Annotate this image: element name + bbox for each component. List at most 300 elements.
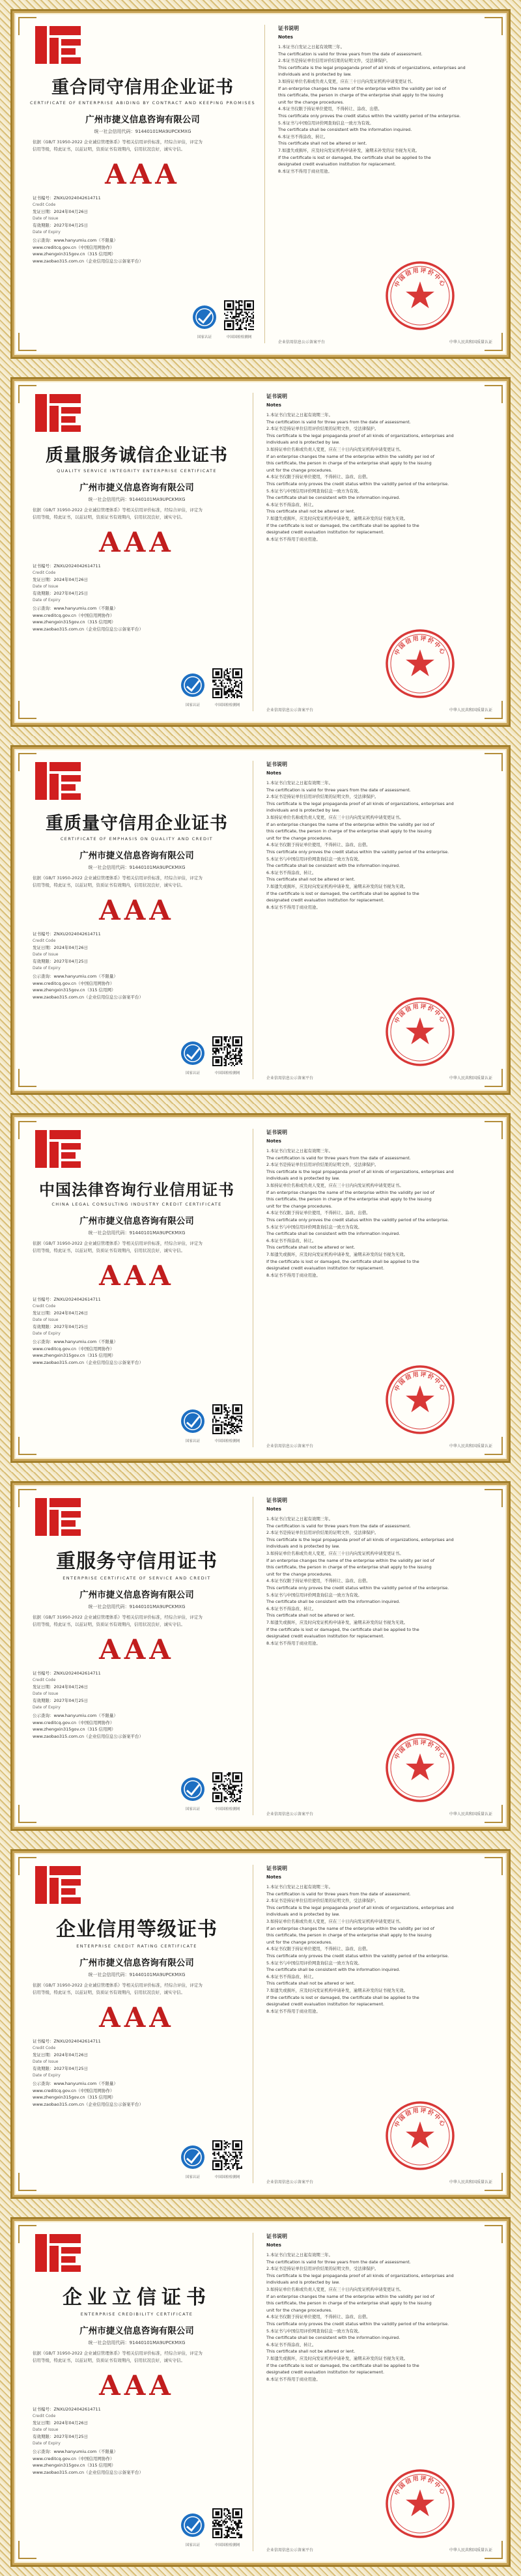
note-line: 3.如持证单位名称或负责人变更，应在三十日内向发证机构申请变更证书。 xyxy=(278,78,415,84)
company-name: 广州市捷义信息咨询有限公司 xyxy=(85,115,200,125)
query-link[interactable]: www.creditcq.gov.cn（中国信用网协作） xyxy=(33,2088,115,2093)
badge-caption: 国家认证 xyxy=(185,1071,200,1075)
note-line: 8.本证书不得用于商业用途。 xyxy=(266,2008,320,2014)
badge-wrap xyxy=(180,1040,206,1075)
query-link[interactable]: www.zaobao315.com.cn（企业信用信息公示备案平台） xyxy=(33,994,143,1000)
issuer-footer xyxy=(266,1075,492,1081)
note-line: 2.本证书是持证单位信用评价结果的证明文件，受法律保护。 xyxy=(278,58,391,64)
qr-caption: 中国国检检测网 xyxy=(214,2543,240,2547)
note-line: This certificate is the legal propaganda proof of all kinds of organizations, enterprises and xyxy=(266,800,454,806)
certificate-subtitle: ENTERPRISE CERTIFICATE OF SERVICE AND CREDIT xyxy=(63,1576,211,1581)
certificate-body xyxy=(30,507,244,521)
red-seal-icon xyxy=(384,628,456,700)
issuer-right: 中华人民共和国质量认证 xyxy=(449,1812,492,1817)
certificate-info xyxy=(30,563,163,604)
valid-date-row: 有效期限：2027年04月25日 xyxy=(33,1698,89,1703)
note-line: The certification is valid for three years from the date of assessment. xyxy=(266,1155,411,1161)
query-links xyxy=(30,237,169,264)
certificate-paper xyxy=(14,2221,507,2563)
note-line: individuals and is protected by law. xyxy=(266,1176,340,1182)
ornament-corner xyxy=(485,385,503,403)
note-line: 8.本证书不得用于商业用途。 xyxy=(266,2376,320,2382)
ornament-corner xyxy=(18,1805,36,1823)
certificate-title: 中国法律咨询行业信用证书 xyxy=(39,1180,234,1199)
notes-subtitle: Notes xyxy=(266,1139,281,1144)
certificate-frame xyxy=(10,1849,511,2199)
notes-subtitle: Notes xyxy=(266,403,281,408)
note-line: 7.如遗失或损坏，应及时向发证机构申请补发，逾期未补发的证书视为无效。 xyxy=(266,883,408,889)
body-line: 依据《GB/T 31950-2022 企业诚信管理体系》等相关信用评价标准，经综合评估，评定为 xyxy=(33,507,203,513)
qr-caption: 中国国检检测网 xyxy=(214,2175,240,2179)
note-line: 6.本证书不得涂改、转让。 xyxy=(266,2342,317,2347)
note-line: 4.本证书仅限于持证单位使用，不得转让、涂改、出借。 xyxy=(266,1578,371,1584)
issuer-right: 中华人民共和国质量认证 xyxy=(449,1444,492,1449)
issue-date-en: Date of Issue xyxy=(33,584,59,589)
notes-title: 证书说明 xyxy=(266,1497,287,1503)
query-link[interactable]: www.zaobao315.com.cn（企业信用信息公示备案平台） xyxy=(33,2469,143,2475)
issuer-left: 企业信用信息公示备案平台 xyxy=(266,1812,314,1817)
issuer-footer xyxy=(278,339,492,345)
red-seal-icon xyxy=(384,2468,456,2540)
certificate-body xyxy=(30,2350,244,2364)
cert-number-en: Credit Code xyxy=(33,2413,56,2418)
note-line: The certification is valid for three years from the date of assessment. xyxy=(266,419,411,425)
badge-caption: 国家认证 xyxy=(185,2543,200,2547)
badge-caption: 国家认证 xyxy=(185,1439,200,1443)
issue-date-row: 发证日期：2024年04月26日 xyxy=(33,2052,89,2058)
note-line: designated credit evaluation institution for replacement. xyxy=(266,1266,385,1271)
notes-subtitle: Notes xyxy=(266,1875,281,1880)
query-link[interactable]: www.zhengxin315gov.cn（315 信用网） xyxy=(33,619,116,625)
note-line: individuals and is protected by law. xyxy=(266,808,340,814)
svg-text:中国信用评价中心: 中国信用评价中心 xyxy=(393,635,447,657)
certificate-main-panel xyxy=(16,1854,253,2194)
ornament-corner xyxy=(18,2173,36,2191)
note-line: The certificate shall be consistent with the information inquired. xyxy=(266,2335,401,2341)
body-line: 信用等级，特此证书，以兹证明，资质证书有效期内，信用状况良好，诚实守信。 xyxy=(33,1990,185,1995)
red-seal-icon xyxy=(384,996,456,1068)
query-link[interactable]: www.zaobao315.com.cn（企业信用信息公示备案平台） xyxy=(33,626,143,632)
query-link[interactable]: www.creditcq.gov.cn（中国信用网协作） xyxy=(33,612,115,618)
issue-date-row: 发证日期：2024年04月26日 xyxy=(33,1310,89,1316)
query-link[interactable]: www.creditcq.gov.cn（中国信用网协作） xyxy=(33,980,115,986)
ornament-corner xyxy=(18,1121,36,1139)
note-line: The certificate shall be consistent with the information inquired. xyxy=(266,1967,401,1973)
issue-date-row: 发证日期：2024年04月26日 xyxy=(33,1684,89,1690)
note-line: This certificate is the legal propaganda proof of all kinds of organizations, enterprises and xyxy=(266,1536,454,1542)
note-line: 5.本证书与中国信用评价网查询信息一致方为有效。 xyxy=(266,1224,362,1230)
certificate-title: 重合同守信用企业证书 xyxy=(51,78,234,98)
certification-badge-icon xyxy=(180,1408,206,1434)
qr-wrap xyxy=(212,2508,242,2547)
notes-subtitle: Notes xyxy=(266,2243,281,2248)
certificate-frame xyxy=(10,1113,511,1463)
certificate-paper xyxy=(14,381,507,723)
issue-date-en: Date of Issue xyxy=(33,2059,59,2064)
query-link[interactable]: www.zaobao315.com.cn（企业信用信息公示备案平台） xyxy=(33,1733,143,1739)
qr-code-icon[interactable] xyxy=(212,2508,242,2538)
ornament-corner xyxy=(485,17,503,35)
query-links xyxy=(30,1712,169,1740)
notes-list xyxy=(266,780,492,911)
query-link[interactable]: 公示查询：www.hanyumiu.com（不限量） xyxy=(33,2081,118,2086)
note-line: If the certificate is lost or damaged, the certificate shall be applied to the xyxy=(266,1626,419,1632)
note-line: The certificate shall be consistent with the information inquired. xyxy=(266,495,401,501)
note-line: 6.本证书不得涂改、转让。 xyxy=(266,502,317,507)
issuer-logo-icon xyxy=(30,759,85,802)
valid-date-row: 有效期限：2027年04月25日 xyxy=(33,223,89,228)
issue-date-row: 发证日期：2024年04月26日 xyxy=(33,209,89,214)
ornament-corner xyxy=(18,17,36,35)
notes-list xyxy=(278,44,492,175)
query-link[interactable]: www.creditcq.gov.cn（中国信用网协作） xyxy=(33,1720,115,1725)
note-line: designated credit evaluation institution for replacement. xyxy=(266,2002,385,2007)
note-line: This certificate is the legal propaganda proof of all kinds of organizations, enterprises and xyxy=(266,432,454,438)
body-line: 依据《GB/T 31950-2022 企业诚信管理体系》等相关信用评价标准，经综合评估，评定为 xyxy=(33,875,203,881)
note-line: designated credit evaluation institution for replacement. xyxy=(266,1634,385,1639)
ornament-corner xyxy=(485,1805,503,1823)
valid-date-row: 有效期限：2027年04月25日 xyxy=(33,2066,89,2071)
note-line: this certificate, the person in charge of the enterprise shall apply to the issuing xyxy=(266,1564,432,1570)
note-line: If an enterprise changes the name of the enterprise within the validity per iod of xyxy=(278,85,446,91)
query-link[interactable]: www.creditcq.gov.cn（中国信用网协作） xyxy=(33,2456,115,2461)
notes-list xyxy=(266,412,492,543)
note-line: 3.如持证单位名称或负责人变更，应在三十日内向发证机构申请变更证书。 xyxy=(266,2286,404,2292)
note-line: If an enterprise changes the name of the enterprise within the validity per iod of xyxy=(266,1557,434,1563)
certification-badge-icon xyxy=(180,672,206,698)
cert-number-en: Credit Code xyxy=(33,202,56,207)
certificate-notes-panel xyxy=(253,1118,505,1458)
credit-code: 统一社会信用代码：91440101MA9UPCKMXG xyxy=(88,1604,186,1609)
svg-text:中国信用评价中心: 中国信用评价中心 xyxy=(393,2475,447,2497)
cert-number-row: 证书编号：ZNXU2024042614711 xyxy=(33,1297,101,1302)
note-line: 7.如遗失或损坏，应及时向发证机构申请补发，逾期未补发的证书视为无效。 xyxy=(278,147,419,153)
issuer-logo-icon xyxy=(30,23,85,66)
note-line: 5.本证书与中国信用评价网查询信息一致方为有效。 xyxy=(266,2328,362,2334)
note-line: The certificate shall be consistent with the information inquired. xyxy=(278,127,412,133)
notes-title: 证书说明 xyxy=(278,25,299,31)
note-line: 2.本证书是持证单位信用评价结果的证明文件，受法律保护。 xyxy=(266,794,379,800)
issue-date-row: 发证日期：2024年04月26日 xyxy=(33,577,89,582)
query-link[interactable]: www.zhengxin315gov.cn（315 信用网） xyxy=(33,1727,116,1732)
certificate-title: 重质量守信用企业证书 xyxy=(46,814,228,834)
note-line: This certificate shall not be altered or lent. xyxy=(266,1245,356,1251)
badge-wrap xyxy=(180,2512,206,2547)
credit-code: 统一社会信用代码：91440101MA9UPCKMXG xyxy=(88,497,186,502)
verification-marks xyxy=(180,1036,242,1075)
query-link[interactable]: www.zhengxin315gov.cn（315 信用网） xyxy=(33,2095,116,2100)
query-link[interactable]: 公示查询：www.hanyumiu.com（不限量） xyxy=(33,2449,118,2454)
issuer-left: 企业信用信息公示备案平台 xyxy=(266,2180,314,2185)
valid-date-row: 有效期限：2027年04月25日 xyxy=(33,959,89,964)
cert-number-row: 证书编号：ZNXU2024042614711 xyxy=(33,1671,101,1676)
query-link[interactable]: www.zaobao315.com.cn（企业信用信息公示备案平台） xyxy=(33,258,143,264)
ornament-corner xyxy=(485,753,503,771)
query-link[interactable]: www.zhengxin315gov.cn（315 信用网） xyxy=(33,251,116,257)
cert-number-row: 证书编号：ZNXU2024042614711 xyxy=(33,2039,101,2044)
notes-title: 证书说明 xyxy=(266,1865,287,1871)
notes-list xyxy=(266,1148,492,1279)
credit-code: 统一社会信用代码：91440101MA9UPCKMXG xyxy=(94,129,191,134)
certificate-paper xyxy=(14,1485,507,1827)
certification-badge-icon xyxy=(180,1776,206,1802)
note-line: 4.本证书仅限于持证单位使用，不得转让、涂改、出借。 xyxy=(266,1210,371,1216)
certificate-subtitle: ENTERPRISE CREDIT RATING CERTIFICATE xyxy=(76,1944,197,1949)
issuer-left: 企业信用信息公示备案平台 xyxy=(266,1076,314,1081)
note-line: 8.本证书不得用于商业用途。 xyxy=(266,1272,320,1278)
qr-caption: 中国国检检测网 xyxy=(214,1807,240,1811)
notes-title: 证书说明 xyxy=(266,393,287,399)
issue-date-en: Date of Issue xyxy=(33,952,59,957)
cert-number-en: Credit Code xyxy=(33,1303,56,1309)
notes-list xyxy=(266,1516,492,1647)
note-line: 1.本证书自发证之日起有效期三年。 xyxy=(266,412,333,418)
company-name: 广州市捷义信息咨询有限公司 xyxy=(79,851,194,861)
note-line: This certificate only proves the credit status within the validity period of the enterprise. xyxy=(266,2321,449,2327)
qr-code-icon[interactable] xyxy=(212,2140,242,2170)
note-line: If the certificate is lost or damaged, the certificate shall be applied to the xyxy=(266,890,419,896)
note-line: this certificate, the person in charge of the enterprise shall apply to the issuing xyxy=(266,828,432,834)
note-line: 6.本证书不得涂改、转让。 xyxy=(278,134,328,139)
svg-text:中国信用评价中心: 中国信用评价中心 xyxy=(393,1739,447,1761)
query-link[interactable]: 公示查询：www.hanyumiu.com（不限量） xyxy=(33,1713,118,1718)
credit-rating: AAA xyxy=(99,2002,175,2033)
note-line: unit for the change procedures. xyxy=(266,1203,333,1209)
certificate-body xyxy=(30,1982,244,1996)
query-link[interactable]: 公示查询：www.hanyumiu.com（不限量） xyxy=(33,606,118,611)
cert-number-row: 证书编号：ZNXU2024042614711 xyxy=(33,563,101,569)
qr-wrap xyxy=(224,300,254,339)
cert-number-row: 证书编号：ZNXU2024042614711 xyxy=(33,931,101,937)
body-line: 信用等级，特此证书，以兹证明，资质证书有效期内，信用状况良好，诚实守信。 xyxy=(33,147,185,152)
certificate-title: 企业立信证书 xyxy=(63,2286,211,2309)
ornament-corner xyxy=(18,1069,36,1087)
valid-date-en: Date of Expiry xyxy=(33,229,61,234)
ornament-corner xyxy=(485,1121,503,1139)
notes-title: 证书说明 xyxy=(266,761,287,767)
note-line: 6.本证书不得涂改、转让。 xyxy=(266,1238,317,1243)
note-line: If an enterprise changes the name of the enterprise within the validity per iod of xyxy=(266,453,434,459)
red-seal-icon xyxy=(384,2100,456,2172)
query-link[interactable]: www.zhengxin315gov.cn（315 信用网） xyxy=(33,2463,116,2468)
certificate-1 xyxy=(0,0,521,368)
note-line: 2.本证书是持证单位信用评价结果的证明文件，受法律保护。 xyxy=(266,1530,379,1536)
note-line: individuals and is protected by law. xyxy=(266,2280,340,2286)
certificate-notes-panel xyxy=(253,1486,505,1826)
company-name: 广州市捷义信息咨询有限公司 xyxy=(79,483,194,493)
certificate-body xyxy=(30,1240,244,1254)
issue-date-row: 发证日期：2024年04月26日 xyxy=(33,2420,89,2426)
note-line: 8.本证书不得用于商业用途。 xyxy=(266,1640,320,1646)
qr-code-icon[interactable] xyxy=(212,1404,242,1434)
query-link[interactable]: www.zaobao315.com.cn（企业信用信息公示备案平台） xyxy=(33,1359,143,1365)
issuer-left: 企业信用信息公示备案平台 xyxy=(266,1444,314,1449)
note-line: 6.本证书不得涂改、转让。 xyxy=(266,1974,317,1979)
qr-code-icon[interactable] xyxy=(224,300,254,330)
body-line: 依据《GB/T 31950-2022 企业诚信管理体系》等相关信用评价标准，经综合评估，评定为 xyxy=(33,139,203,145)
svg-text:中国信用评价中心: 中国信用评价中心 xyxy=(393,1371,447,1393)
ornament-corner xyxy=(485,1489,503,1507)
notes-subtitle: Notes xyxy=(266,1507,281,1512)
issuer-footer xyxy=(266,1443,492,1449)
note-line: 4.本证书仅限于持证单位使用，不得转让、涂改、出借。 xyxy=(266,842,371,848)
svg-text:中国信用评价中心: 中国信用评价中心 xyxy=(393,1003,447,1025)
issuer-logo-icon xyxy=(30,1863,85,1906)
query-link[interactable]: www.zhengxin315gov.cn（315 信用网） xyxy=(33,1353,116,1358)
issuer-right: 中华人民共和国质量认证 xyxy=(449,708,492,713)
note-line: 5.本证书与中国信用评价网查询信息一致方为有效。 xyxy=(266,1592,362,1598)
note-line: This certificate only proves the credit status within the validity period of the enterprise. xyxy=(266,1953,449,1959)
query-link[interactable]: www.creditcq.gov.cn（中国信用网协作） xyxy=(33,244,115,250)
note-line: 4.本证书仅限于持证单位使用，不得转让、涂改、出借。 xyxy=(278,106,382,112)
verification-marks xyxy=(191,300,254,339)
certificate-info xyxy=(30,2406,163,2447)
body-line: 依据《GB/T 31950-2022 企业诚信管理体系》等相关信用评价标准，经综合评估，评定为 xyxy=(33,1241,203,1246)
certificate-body xyxy=(30,875,244,889)
certificate-subtitle: ENTERPRISE CREDIBILITY CERTIFICATE xyxy=(80,2312,193,2317)
note-line: If an enterprise changes the name of the enterprise within the validity per iod of xyxy=(266,2293,434,2299)
issuer-right: 中华人民共和国质量认证 xyxy=(449,2548,492,2553)
ornament-corner xyxy=(18,753,36,771)
credit-rating: AAA xyxy=(105,158,180,190)
certificate-paper xyxy=(14,13,507,355)
query-link[interactable]: 公示查询：www.hanyumiu.com（不限量） xyxy=(33,1339,118,1344)
valid-date-en: Date of Expiry xyxy=(33,1331,61,1336)
note-line: 5.本证书与中国信用评价网查询信息一致方为有效。 xyxy=(266,856,362,862)
certificate-title: 企业信用等级证书 xyxy=(56,1918,218,1941)
note-line: If the certificate is lost or damaged, the certificate shall be applied to the xyxy=(278,154,431,160)
certificate-paper xyxy=(14,1117,507,1459)
qr-code-icon[interactable] xyxy=(212,1772,242,1802)
certificate-main-panel xyxy=(16,750,253,1090)
note-line: This certificate shall not be altered or lent. xyxy=(266,509,356,515)
query-link[interactable]: www.creditcq.gov.cn（中国信用网协作） xyxy=(33,1346,115,1352)
note-line: 3.如持证单位名称或负责人变更，应在三十日内向发证机构申请变更证书。 xyxy=(266,446,404,452)
badge-caption: 国家认证 xyxy=(185,2175,200,2179)
certificate-info xyxy=(30,195,163,236)
query-link[interactable]: www.zaobao315.com.cn（企业信用信息公示备案平台） xyxy=(33,2101,143,2107)
valid-date-en: Date of Expiry xyxy=(33,597,61,602)
notes-subtitle: Notes xyxy=(278,35,293,40)
company-name: 广州市捷义信息咨询有限公司 xyxy=(79,2326,194,2336)
query-links xyxy=(30,2448,169,2476)
issuer-footer xyxy=(266,2547,492,2553)
note-line: The certification is valid for three years from the date of assessment. xyxy=(266,787,411,793)
certification-badge-icon xyxy=(180,2512,206,2538)
ornament-corner xyxy=(485,333,503,351)
credit-rating: AAA xyxy=(99,526,175,558)
note-line: The certification is valid for three years from the date of assessment. xyxy=(266,2259,411,2265)
issuer-logo-icon xyxy=(30,1127,85,1170)
ornament-corner xyxy=(485,1437,503,1455)
note-line: The certification is valid for three years from the date of assessment. xyxy=(266,1523,411,1529)
note-line: The certificate shall be consistent with the information inquired. xyxy=(266,1231,401,1237)
certificate-notes-panel xyxy=(253,750,505,1090)
note-line: unit for the change procedures. xyxy=(266,1939,333,1945)
badge-caption: 国家认证 xyxy=(185,1807,200,1811)
certificate-subtitle: CERTIFICATE OF ENTERPRISE ABIDING BY CONTRACT AND KEEPING PROMISES xyxy=(30,100,255,106)
ornament-corner xyxy=(18,2225,36,2243)
query-link[interactable]: 公示查询：www.hanyumiu.com（不限量） xyxy=(33,238,118,243)
company-name: 广州市捷义信息咨询有限公司 xyxy=(79,1590,194,1600)
note-line: unit for the change procedures. xyxy=(266,2307,333,2313)
note-line: The certificate shall be consistent with the information inquired. xyxy=(266,1599,401,1605)
note-line: 1.本证书自发证之日起有效期三年。 xyxy=(266,2252,333,2258)
issuer-logo-icon xyxy=(30,1495,85,1538)
verification-marks xyxy=(180,1404,242,1443)
note-line: 6.本证书不得涂改、转让。 xyxy=(266,870,317,875)
notes-list xyxy=(266,1884,492,2015)
note-line: 7.如遗失或损坏，应及时向发证机构申请补发，逾期未补发的证书视为无效。 xyxy=(266,2355,408,2361)
note-line: 5.本证书与中国信用评价网查询信息一致方为有效。 xyxy=(278,120,374,126)
verification-marks xyxy=(180,1772,242,1811)
credit-code: 统一社会信用代码：91440101MA9UPCKMXG xyxy=(88,1972,186,1977)
note-line: If an enterprise changes the name of the enterprise within the validity per iod of xyxy=(266,821,434,827)
ornament-corner xyxy=(485,1069,503,1087)
ornament-corner xyxy=(18,2541,36,2559)
note-line: unit for the change procedures. xyxy=(266,467,333,473)
cert-number-en: Credit Code xyxy=(33,2045,56,2050)
note-line: this certificate, the person in charge of the enterprise shall apply to the issuing xyxy=(278,92,444,98)
credit-code: 统一社会信用代码：91440101MA9UPCKMXG xyxy=(88,2340,186,2345)
note-line: 3.如持证单位名称或负责人变更，应在三十日内向发证机构申请变更证书。 xyxy=(266,1918,404,1924)
qr-wrap xyxy=(212,668,242,707)
qr-caption: 中国国检检测网 xyxy=(214,1439,240,1443)
body-line: 信用等级，特此证书，以兹证明，资质证书有效期内，信用状况良好，诚实守信。 xyxy=(33,515,185,520)
certificate-frame xyxy=(10,9,511,359)
credit-code: 统一社会信用代码：91440101MA9UPCKMXG xyxy=(88,865,186,870)
query-links xyxy=(30,973,169,1000)
qr-code-icon[interactable] xyxy=(212,668,242,698)
badge-wrap xyxy=(180,672,206,707)
note-line: This certificate is the legal propaganda proof of all kinds of organizations, enterprises and xyxy=(266,1904,454,1910)
certificate-main-panel xyxy=(16,14,264,354)
note-line: The certificate shall be consistent with the information inquired. xyxy=(266,863,401,869)
note-line: 1.本证书自发证之日起有效期三年。 xyxy=(266,1884,333,1890)
issue-date-row: 发证日期：2024年04月26日 xyxy=(33,945,89,950)
note-line: If an enterprise changes the name of the enterprise within the validity per iod of xyxy=(266,1925,434,1931)
note-line: This certificate shall not be altered or lent. xyxy=(266,877,356,883)
issuer-logo-icon xyxy=(30,391,85,434)
badge-wrap xyxy=(180,2144,206,2179)
valid-date-row: 有效期限：2027年04月25日 xyxy=(33,2434,89,2439)
qr-caption: 中国国检检测网 xyxy=(214,1071,240,1075)
certificate-frame xyxy=(10,745,511,1095)
certificate-subtitle: CERTIFICATE OF EMPHASIS ON QUALITY AND CREDIT xyxy=(60,836,214,842)
verification-marks xyxy=(180,2140,242,2179)
note-line: 2.本证书是持证单位信用评价结果的证明文件，受法律保护。 xyxy=(266,1162,379,1168)
note-line: This certificate shall not be altered or lent. xyxy=(278,141,367,147)
note-line: individuals and is protected by law. xyxy=(266,1544,340,1550)
certificate-6 xyxy=(0,1840,521,2208)
notes-title: 证书说明 xyxy=(266,1129,287,1135)
note-line: 4.本证书仅限于持证单位使用，不得转让、涂改、出借。 xyxy=(266,1946,371,1952)
cert-number-en: Credit Code xyxy=(33,1677,56,1682)
note-line: 8.本证书不得用于商业用途。 xyxy=(266,536,320,542)
svg-text:中国信用评价中心: 中国信用评价中心 xyxy=(393,267,447,289)
note-line: 1.本证书自发证之日起有效期三年。 xyxy=(266,780,333,786)
query-link[interactable]: www.zhengxin315gov.cn（315 信用网） xyxy=(33,987,116,993)
qr-code-icon[interactable] xyxy=(212,1036,242,1066)
note-line: 1.本证书自发证之日起有效期三年。 xyxy=(266,1516,333,1522)
note-line: This certificate only proves the credit status within the validity period of the enterprise. xyxy=(266,1217,449,1223)
query-link[interactable]: 公示查询：www.hanyumiu.com（不限量） xyxy=(33,974,118,979)
note-line: 2.本证书是持证单位信用评价结果的证明文件，受法律保护。 xyxy=(266,1898,379,1904)
qr-wrap xyxy=(212,1772,242,1811)
body-line: 依据《GB/T 31950-2022 企业诚信管理体系》等相关信用评价标准，经综合评估，评定为 xyxy=(33,1615,203,1620)
certificate-3 xyxy=(0,736,521,1104)
certificate-2 xyxy=(0,368,521,736)
